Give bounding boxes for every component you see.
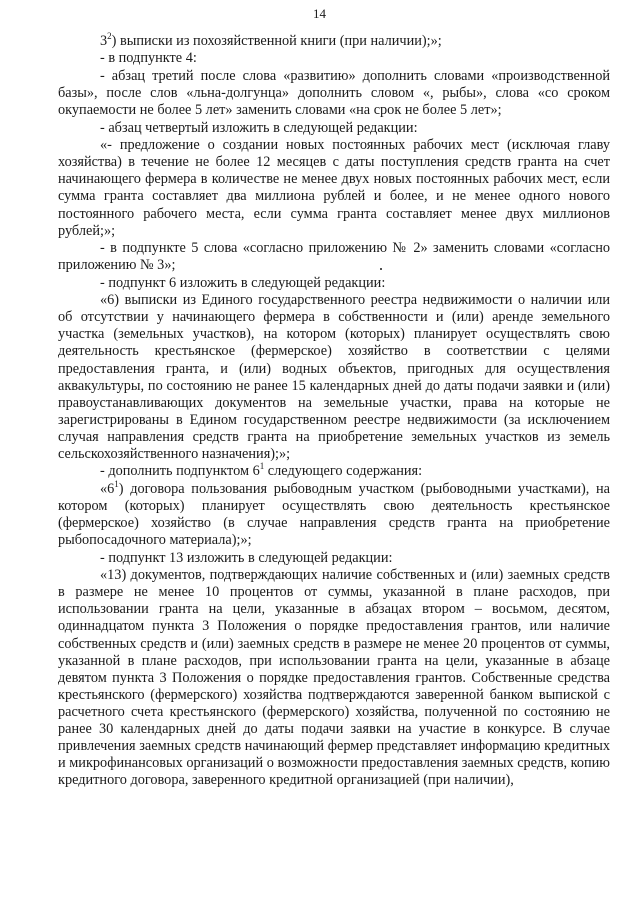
paragraph-3: - абзац третий после слова «развитию» дополнить словами «производственной базы», после слов «льна-долгунца» дополнить словом «, рыбы», слова «со сроком окупаемости не более 5 лет» заменить словами «на срок не более 5 лет»;	[58, 67, 610, 119]
page-number: 14	[313, 6, 326, 21]
paragraph-4: - абзац четвертый изложить в следующей редакции:	[100, 119, 418, 136]
paragraph-7: - подпункт 6 изложить в следующей редакции:	[100, 274, 386, 291]
paragraph-11: - подпункт 13 изложить в следующей редакции:	[100, 549, 393, 566]
paragraph-1: $3^2$) выписки из похозяйственной книги (при наличии);»;	[100, 31, 442, 49]
paragraph-6: - в подпункте 5 слова «согласно приложению № 2» заменить словами «согласно приложению № 3»;	[58, 240, 610, 274]
document-body	[58, 33, 610, 789]
paragraph-10: «$6^1$) договора пользования рыбоводным участком (рыбоводными участками), на котором (которых) планирует осуществлять свою деятельность крестьянское (фермерское) хозяйство (в случае направления средств гранта на приобретение рыбопосадочного материала);»;	[58, 479, 610, 549]
paragraph-12: «13) документов, подтверждающих наличие собственных и (или) заемных средств в размере не менее 10 процентов от суммы, указанной в плане расходов, при использовании гранта на цели, указанные в абзацах втором – восьмом, десятом, одиннадцатом пункта 3 Положения о порядке предоставления грантов, или наличие собственных средств и (или) заемных средств в размере не менее 20 процентов от суммы, указанной в плане расходов, при использовании гранта на цели, указанные в абзаце девятом пункта 3 Положения о порядке предоставления грантов. Собственные средства крестьянского (фермерского) хозяйства подтверждаются заверенной банком выпиской с расчетного счета крестьянского (фермерского) хозяйства, полученной по состоянию не ранее 30 календарных дней до даты подачи заявки на участие в конкурсе. В случае привлечения заемных средств начинающий фермер представляет информацию кредитных и микрофинансовых организаций о возможности предоставления заемных средств, копию кредитного договора, заверенного кредитной организацией (при наличии),	[58, 567, 610, 789]
paragraph-5: «- предложение о создании новых постоянных рабочих мест (исключая главу хозяйства) в течение не более 12 месяцев с даты поступления средств гранта на счет начинающего фермера в количестве не менее двух новых постоянных рабочих мест, если сумма гранта составляет два миллиона рублей и более, и не менее одного нового постоянного рабочего места, если сумма гранта составляет менее двух миллионов рублей;»;	[58, 137, 610, 239]
paragraph-2: - в подпункте 4:	[100, 50, 197, 67]
paragraph-9: - дополнить подпунктом $6^1$ следующего содержания:	[100, 461, 423, 480]
paragraph-8: «6) выписки из Единого государственного реестра недвижимости о наличии или об отсутствии у начинающего фермера в собственности и (или) аренде земельного участка (земельных участков), на котором (которых) планирует осуществлять свою деятельность крестьянское (фермерское) хозяйство в соответствии с целями предоставления гранта, и (или) водных объектов, пригодных для осуществления аквакультуры, по состоянию не ранее 15 календарных дней до даты подачи заявки и (или) правоустанавливающих документов на земельные участки, права на которые не зарегистрированы в Едином государственном реестре недвижимости (за исключением случая направления средств гранта на приобретение земельных участков из земель сельскохозяйственного назначения);»;	[58, 292, 610, 462]
